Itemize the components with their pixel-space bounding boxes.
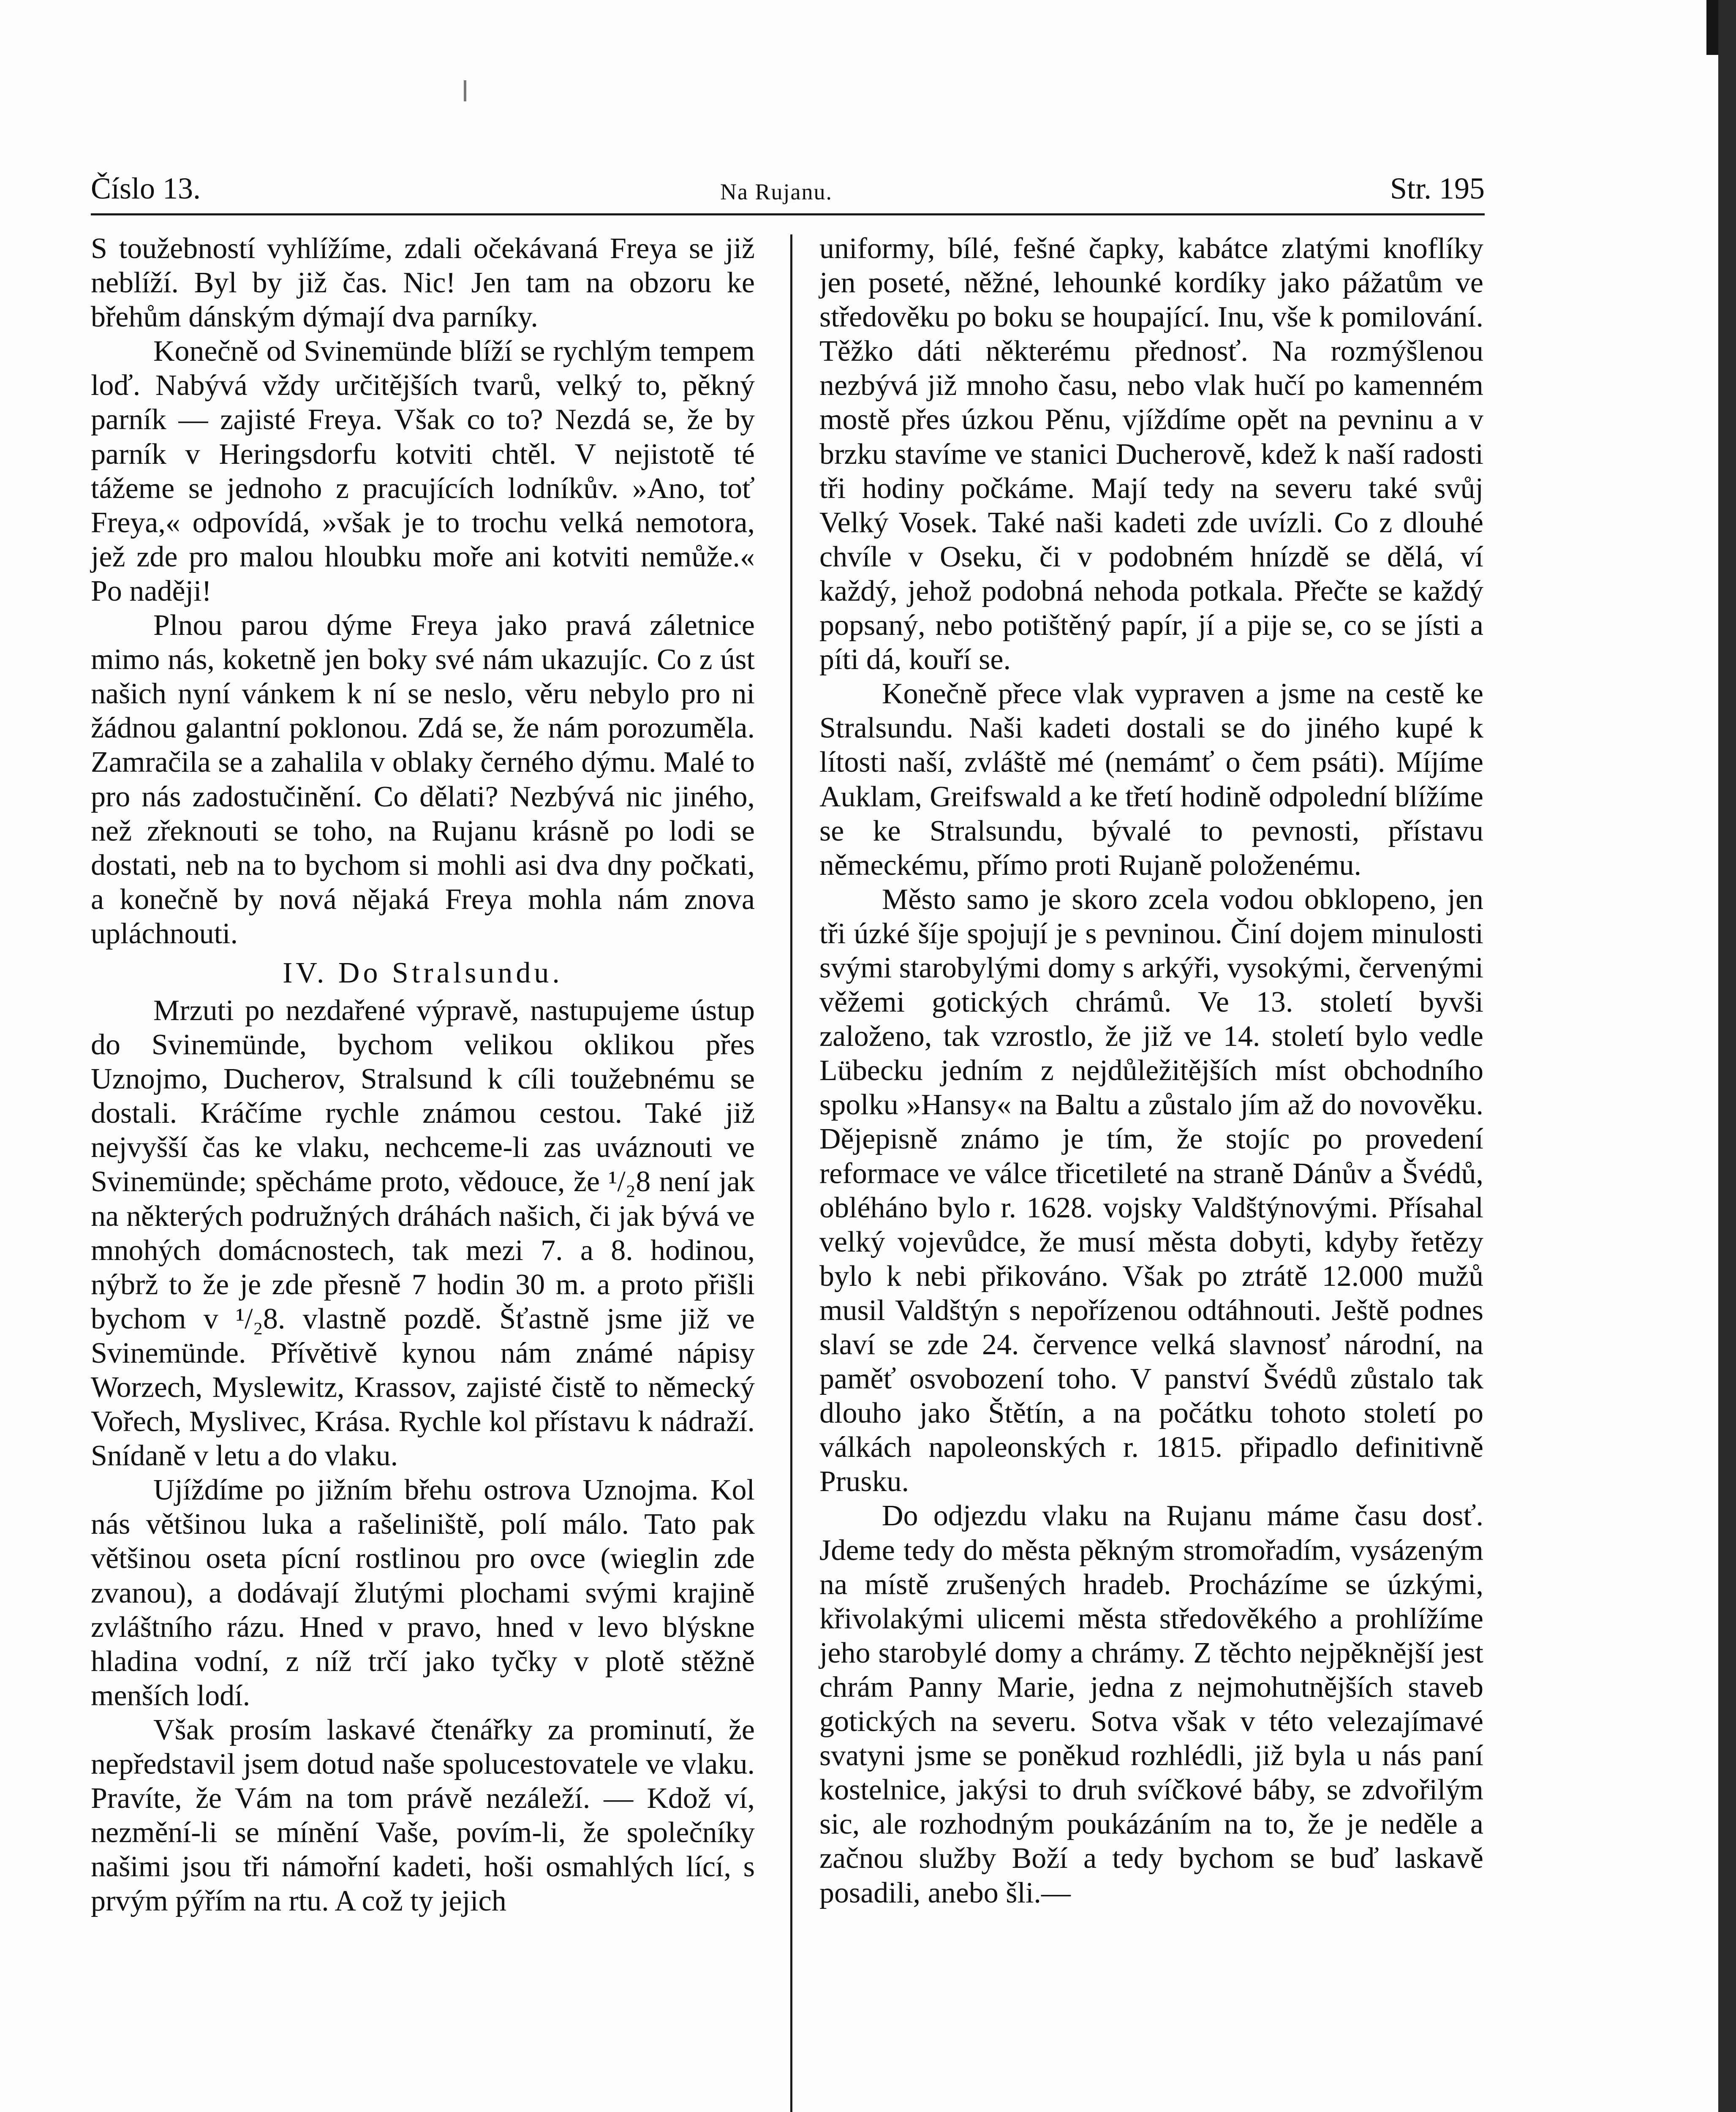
paragraph: Ujíždíme po jižním břehu ostrova Uznojma. Kol nás většinou luka a rašeliniště, polí málo. Tato pak většinou oseta pícní rostlinou pro ovce (wieglin zde zvanou), a dodávají žlutými plochami svými krajině zvláštního rázu. Hned v pravo, hned v levo blýskne hladina vodní, z níž trčí jako tyčky v plotě stěžně menších lodí. [91, 1474, 755, 1712]
paragraph: S toužebností vyhlížíme, zdali očekávaná Freya se již neblíží. Byl by již čas. Nic! Jen tam na obzoru ke břehům dánským dýmají dva parníky. [91, 232, 755, 334]
right-column [819, 231, 1483, 1910]
paragraph: uniformy, bílé, fešné čapky, kabátce zlatými knoflíky jen poseté, něžné, lehounké kordíky jako pážatům ve středověku po boku se houpající. Inu, vše k pomilování. Těžko dáti některému přednosť. Na rozmýšlenou nezbývá již mnoho času, nebo vlak hučí po kamenném mostě přes úzkou Pěnu, vjíždíme opět na pevninu a v brzku stavíme ve stanici Ducherově, kdež k naší radosti tři hodiny počkáme. Mají tedy na severu také svůj Velký Vosek. Také naši kadeti zde uvízli. Co z dlouhé chvíle v Oseku, či v podobném hnízdě se dělá, ví každý, jehož podobná nehoda potkala. Přečte se každý popsaný, nebo potištěný papír, jí a pije se, co se jísti a píti dá, kouří se. [819, 232, 1483, 676]
scan-mark [464, 80, 466, 101]
paragraph: Do odjezdu vlaku na Rujanu máme času dosť. Jdeme tedy do města pěkným stromořadím, vysázeným na místě zrušených hradeb. Procházíme se úzkými, křivolakými ulicemi města středověkého a prohlížíme jeho starobylé domy a chrámy. Z těchto nejpěknější jest chrám Panny Marie, jedna z nejmohutnějších staveb gotických na severu. Sotva však v této velezajímavé svatyni jsme se poněkud rozhlédli, již byla u nás paní kostelnice, jakýsi to druh svíčkové báby, se zdvořilým sic, ale rozhodným poukázáním na to, že je neděle a začnou služby Boží a tedy bychom se buď laskavě posadili, anebo šli.— [819, 1500, 1483, 1909]
paragraph: Město samo je skoro zcela vodou obklopeno, jen tři úzké šíje spojují je s pevninou. Činí dojem minulosti svými starobylými domy s arkýři, vysokými, červenými věžemi gotických chrámů. Ve 13. století byvši založeno, tak vzrostlo, že již ve 14. století bylo vedle Lübecku jedním z nejdůležitějších míst obchodního spolku »Hansy« na Baltu a zůstalo jím až do novověku. Dějepisně známo je tím, že stojíc po provedení reformace ve válce třicetileté na straně Dánův a Švédů, obléháno bylo r. 1628. vojsky Valdštýnovými. Přísahal velký vojevůdce, že musí města dobyti, kdyby řetězy bylo k nebi přikováno. Však po ztrátě 12.000 mužů musil Valdštýn s nepořízenou odtáhnouti. Ještě podnes slaví se zde 24. července velká slavnosť národní, na paměť osvobození toho. V panství Švédů zůstalo tak dlouho jako Štětín, a na počátku tohoto století po válkách napoleonských r. 1815. připadlo definitivně Prusku. [819, 883, 1483, 1498]
left-column [91, 231, 755, 1919]
running-header [91, 171, 1485, 213]
paragraph: Mrzuti po nezdařené výpravě, nastupujeme ústup do Svinemünde, bychom velikou oklikou přes Uznojmo, Ducherov, Stralsund k cíli toužebnému se dostali. Kráčíme rychle známou cestou. Také již nejvyšší čas ke vlaku, nechceme-li zas uváznouti ve Svinemünde; spěcháme proto, vědouce, že ¹/₂8 není jak na některých podružných dráhách našich, či jak bývá ve mnohých domácnostech, tak mezi 7. a 8. hodinou, nýbrž to že je zde přesně 7 hodin 30 m. a proto přišli bychom v ¹/₂8. vlastně pozdě. Šťastně jsme již ve Svinemünde. Přívětivě kynou nám známé nápisy Worzech, Myslewitz, Krassov, zajisté čistě to německý Vořech, Myslivec, Krása. Rychle kol přístavu k nádraží. Snídaně v letu a do vlaku. [91, 994, 755, 1472]
issue-number: Číslo 13. [91, 171, 201, 205]
paragraph: Konečně od Svinemünde blíží se rychlým tempem loď. Nabývá vždy určitějších tvarů, velký to, pěkný parník — zajisté Freya. Však co to? Nezdá se, že by parník v Heringsdorfu kotviti chtěl. V nejistotě té tážeme se jednoho z pracujících lodníkův. »Ano, toť Freya,« odpovídá, »však je to trochu velká nemotora, jež zde pro malou hloubku moře ani kotviti nemůže.« Po naději! [91, 335, 755, 607]
running-title: Na Rujanu. [720, 179, 833, 204]
scan-edge-right [1718, 0, 1736, 2112]
page-number: Str. 195 [1390, 171, 1485, 205]
header-rule [91, 213, 1485, 215]
paragraph: Plnou parou dýme Freya jako pravá záletnice mimo nás, koketně jen boky své nám ukazujíc. Co z úst našich nyní vánkem k ní se neslo, věru nebylo pro ni žádnou galantní poklonou. Zdá se, že nám porozuměla. Zamračila se a zahalila v oblaky černého dýmu. Malé to pro nás zadostučinění. Co dělati? Nezbývá nic jiného, než zřeknouti se toho, na Rujanu krásně po lodi se dostati, neb na to bychom si mohli asi dva dny počkati, a konečně by nová nějaká Freya mohla nám znova upláchnouti. [91, 609, 755, 950]
column-divider [790, 234, 792, 2112]
paragraph: Však prosím laskavé čtenářky za prominutí, že nepředstavil jsem dotud naše spolucestovatele ve vlaku. Pravíte, že Vám na tom právě nezáleží. — Kdož ví, nezmění-li se mínění Vaše, povím-li, že společníky našimi jsou tři námořní kadeti, hoši osmahlých lící, s prvým pýřím na rtu. A což ty jejich [91, 1713, 755, 1918]
paragraph: Konečně přece vlak vypraven a jsme na cestě ke Stralsundu. Naši kadeti dostali se do jiného kupé k lítosti naší, zvláště mé (nemámť o čem psáti). Míjíme Auklam, Greifswald a ke třetí hodině odpolední blížíme se ke Stralsundu, bývalé to pevnosti, přístavu německému, přímo proti Rujaně položenému. [819, 678, 1483, 882]
section-heading: IV. Do Stralsundu. [283, 956, 563, 989]
